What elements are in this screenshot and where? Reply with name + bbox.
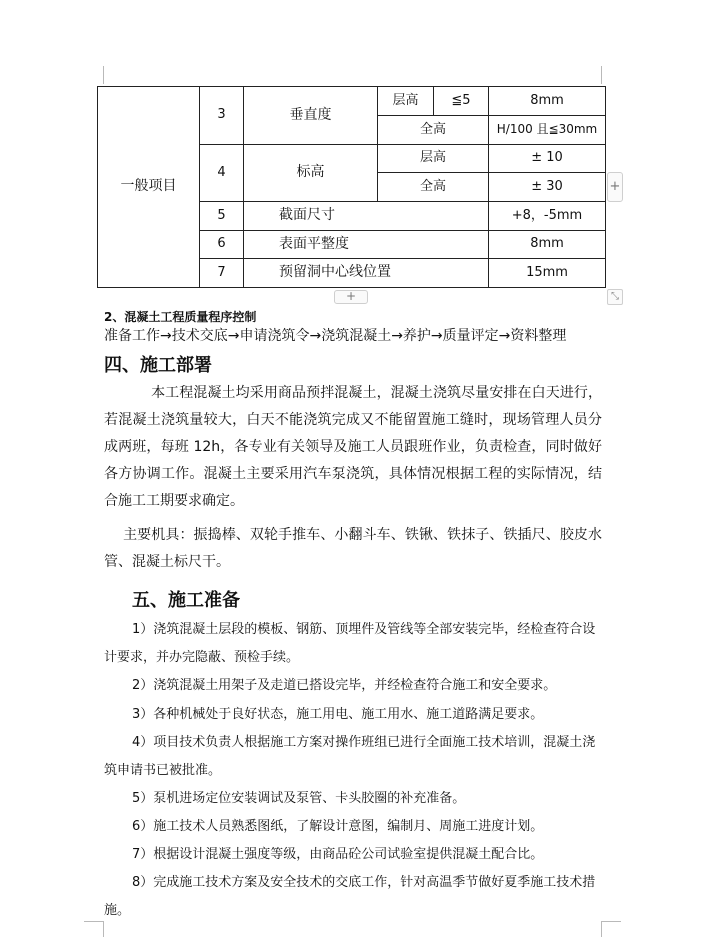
crop-mark-top-right-v — [601, 66, 602, 84]
preparation-item: 4）项目技术负责人根据施工方案对操作班组已进行全面施工技术培训，混凝土浇筑申请书已被批准。 — [104, 735, 596, 778]
item-number: 3 — [200, 87, 244, 145]
sub-item-limit: ≦5 — [434, 87, 489, 116]
add-row-button[interactable]: + — [334, 290, 368, 304]
table-row — [98, 87, 606, 116]
equipment-paragraph: 主要机具：振捣棒、双轮手推车、小翻斗车、铁锹、铁抹子、铁插尺、胶皮水管、混凝土标尺干。 — [104, 527, 602, 570]
item-number: 6 — [200, 231, 244, 259]
item-number: 7 — [200, 259, 244, 288]
section-subheading: 2、混凝土工程质量程序控制 — [104, 310, 257, 324]
tolerance-value: +8，-5mm — [489, 202, 606, 231]
tolerance-value: 15mm — [489, 259, 606, 288]
item-name: 截面尺寸 — [244, 202, 489, 231]
process-flow: 准备工作→技术交底→申请浇筑令→浇筑混凝土→养护→质量评定→资料整理 — [104, 328, 567, 344]
add-column-button[interactable]: + — [607, 172, 623, 202]
crop-mark-top-left-v — [103, 66, 104, 84]
item-number: 4 — [200, 145, 244, 202]
crop-mark-bottom-left-h — [84, 921, 103, 922]
preparation-item: 6）施工技术人员熟悉图纸，了解设计意图，编制月、周施工进度计划。 — [132, 819, 544, 834]
item-number: 5 — [200, 202, 244, 231]
preparation-item: 5）泵机进场定位安装调试及泵管、卡头胶圈的补充准备。 — [132, 791, 466, 806]
sub-item: 层高 — [378, 145, 489, 173]
crop-mark-bottom-right-h — [602, 921, 621, 922]
quality-standard-table — [97, 86, 606, 288]
tolerance-value: H/100 且≦30mm — [489, 116, 606, 145]
category-cell: 一般项目 — [98, 87, 200, 288]
preparation-item: 2）浇筑混凝土用架子及走道已搭设完毕，并经检查符合施工和安全要求。 — [132, 678, 557, 693]
preparation-item: 3）各种机械处于良好状态，施工用电、施工用水、施工道路满足要求。 — [132, 707, 544, 722]
section-heading-preparation: 五、施工准备 — [132, 590, 240, 611]
deployment-paragraph: 本工程混凝土均采用商品预拌混凝土，混凝土浇筑尽量安排在白天进行，若混凝土浇筑量较大，白天不能浇筑完成又不能留置施工缝时，现场管理人员分成两班，每班 12h，各专业有关领导及施工人员跟班作业，负责检查，同时做好各方协调工作。混凝土主要采用汽车泵浇筑，具体情况根据工程的实际情况，结合施工工期要求确定。 — [104, 385, 602, 509]
preparation-item: 1）浇筑混凝土层段的模板、钢筋、顶埋件及管线等全部安装完毕，经检查符合设计要求，并办完隐蔽、预检手续。 — [104, 622, 596, 665]
table-resize-handle-icon[interactable]: ⤡ — [607, 289, 623, 305]
sub-item: 层高 — [378, 87, 434, 116]
preparation-item: 7）根据设计混凝土强度等级，由商品砼公司试验室提供混凝土配合比。 — [132, 847, 544, 862]
section-heading-deployment: 四、施工部署 — [104, 355, 212, 376]
tolerance-value: 8mm — [489, 231, 606, 259]
tolerance-value: 8mm — [489, 87, 606, 116]
tolerance-value: ± 10 — [489, 145, 606, 173]
item-name: 表面平整度 — [244, 231, 489, 259]
sub-item: 全高 — [378, 116, 489, 145]
item-name: 预留洞中心线位置 — [244, 259, 489, 288]
sub-item: 全高 — [378, 173, 489, 202]
item-name: 垂直度 — [244, 87, 378, 145]
tolerance-value: ± 30 — [489, 173, 606, 202]
item-name: 标高 — [244, 145, 378, 202]
preparation-item: 8）完成施工技术方案及安全技术的交底工作，针对高温季节做好夏季施工技术措施。 — [104, 875, 596, 918]
